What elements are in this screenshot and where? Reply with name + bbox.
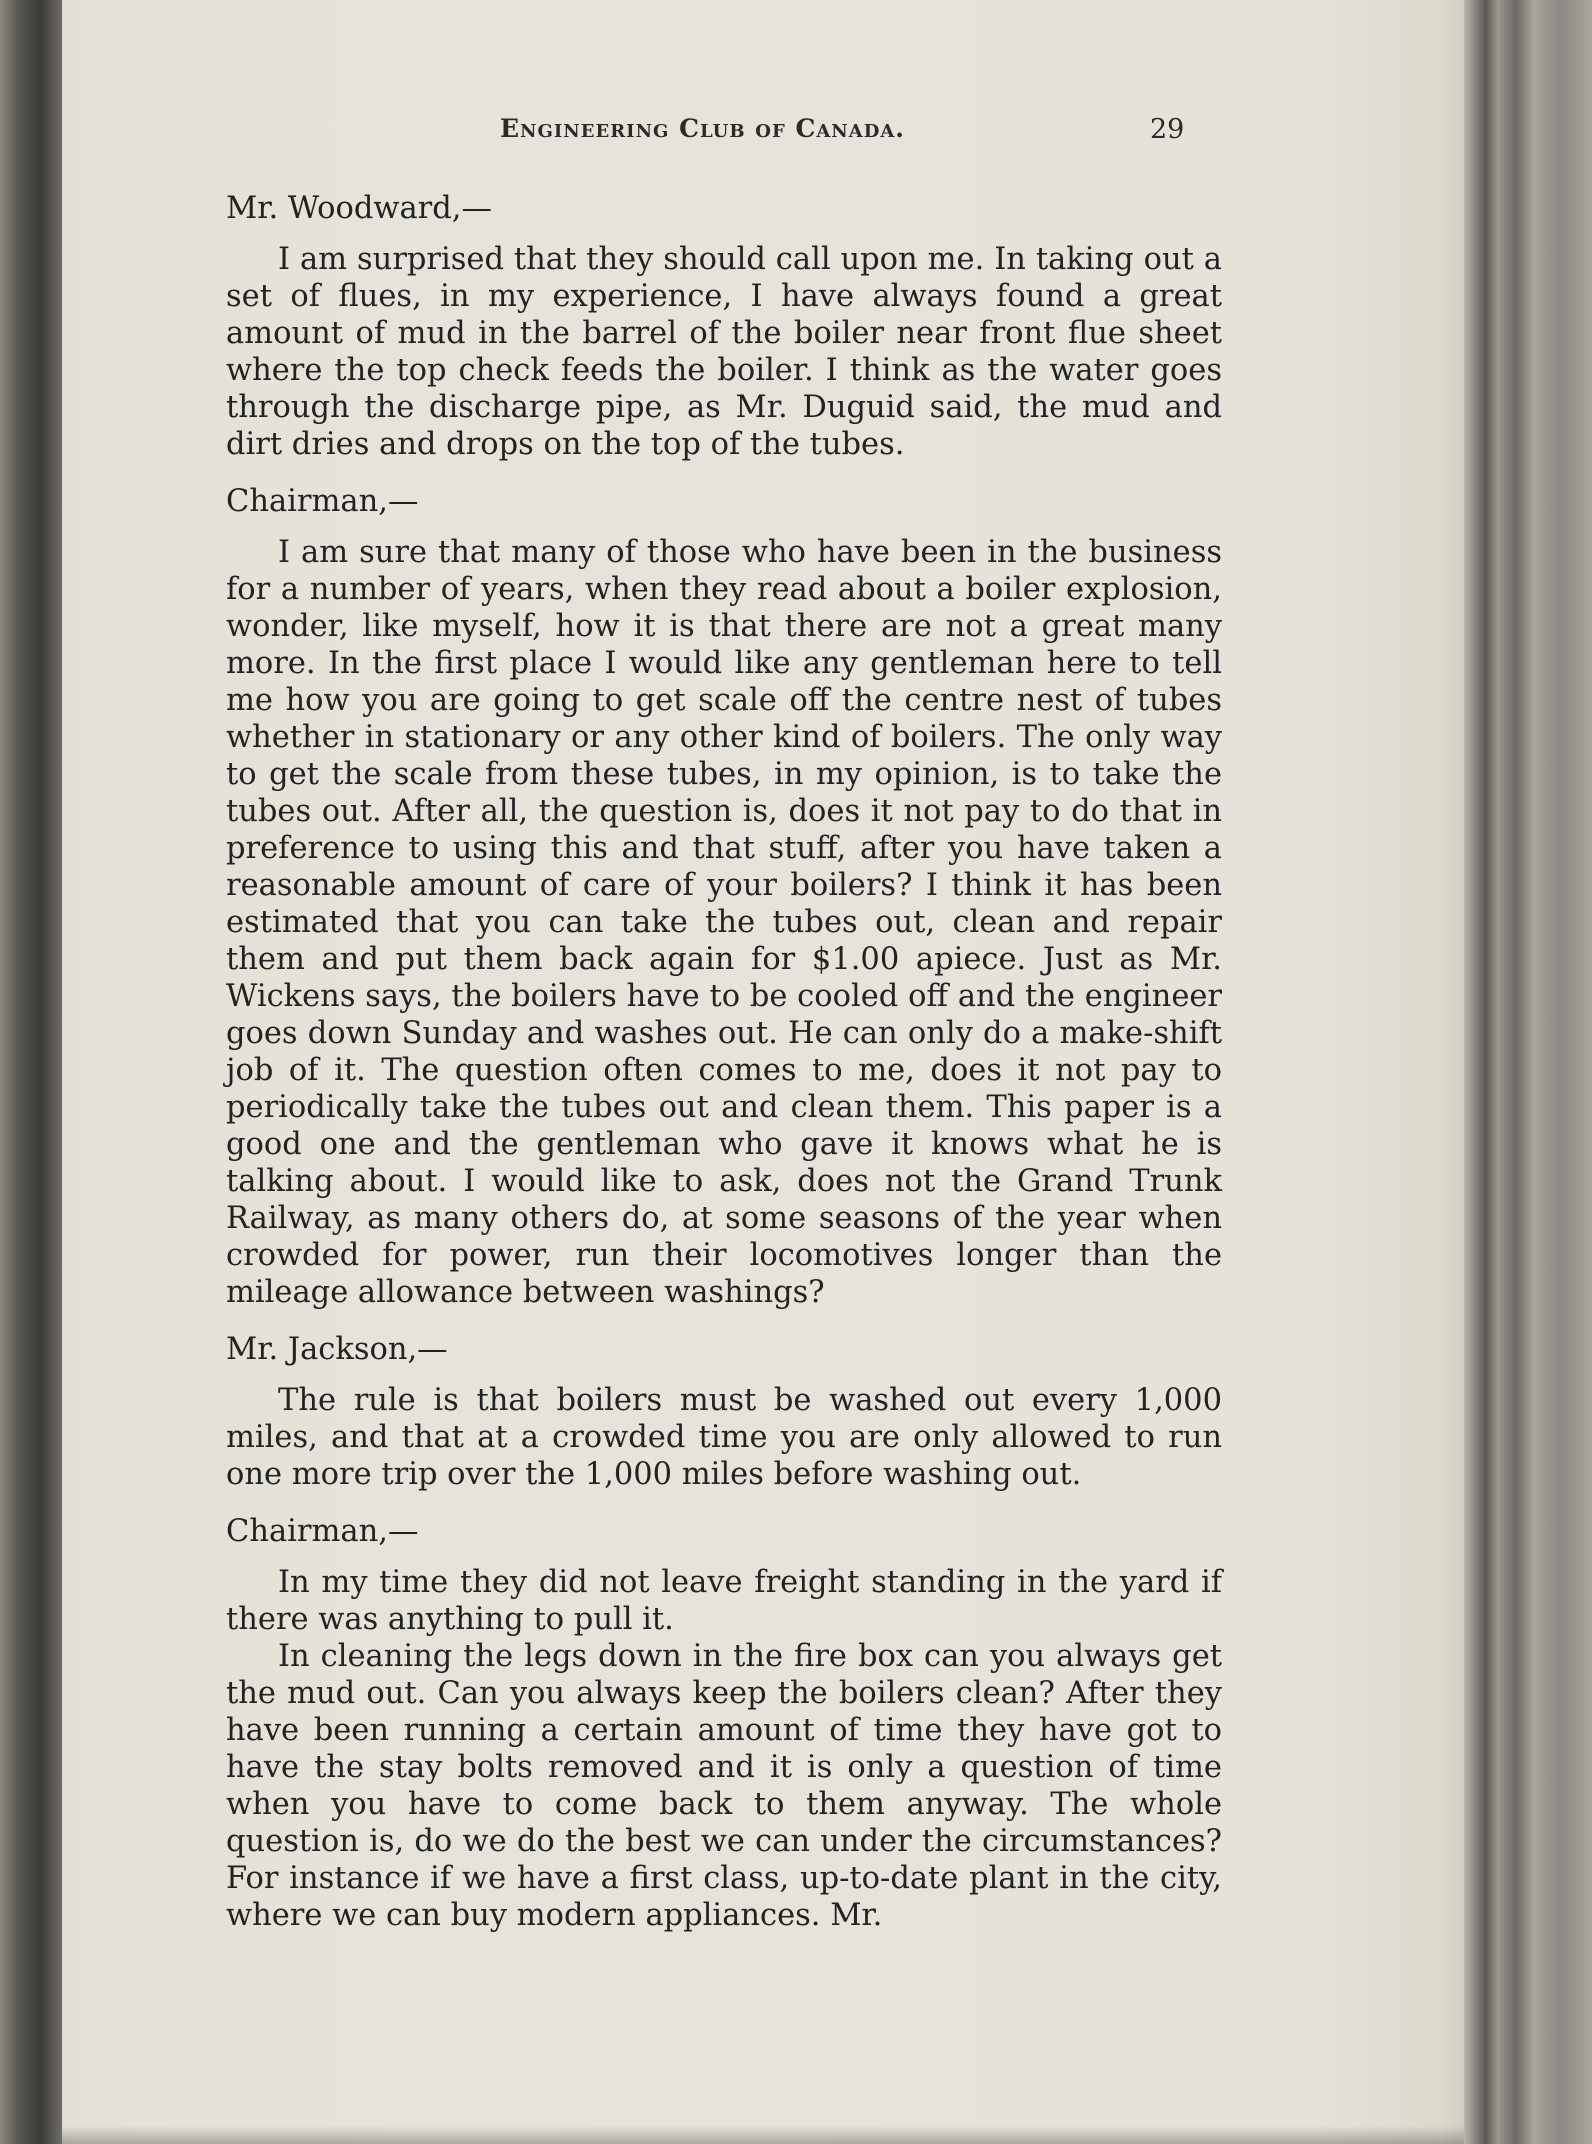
paragraph: I am surprised that they should call upon me. In taking out a set of flues, in my experience, I have always found a great amount of mud in the barrel of the boiler near front flue sheet where the top check feeds the boiler. I think as the water goes through the discharge pipe, as Mr. Duguid said, the mud and dirt dries and drops on the top of the tubes. <box>226 242 1222 462</box>
page-edges <box>1464 0 1592 2144</box>
speaker-label: Chairman,— <box>226 484 419 519</box>
speaker-label: Mr. Woodward,— <box>226 191 492 226</box>
speech-chairman-2 <box>226 1513 1222 1934</box>
book-gutter <box>0 0 62 2144</box>
paragraph: I am sure that many of those who have been in the business for a number of years, when they read about a boiler explosion, wonder, like myself, how it is that there are not a great many more. In the first place I would like any gentleman here to tell me how you are going to get scale off the centre nest of tubes whether in stationary or any other kind of boilers. The only way to get the scale from these tubes, in my opinion, is to take the tubes out. After all, the question is, does it not pay to do that in preference to using this and that stuff, after you have taken a reasonable amount of care of your boilers? I think it has been estimated that you can take the tubes out, clean and repair them and put them back again for $1.00 apiece. Just as Mr. Wickens says, the boilers have to be cooled off and the engineer goes down Sunday and washes out. He can only do a make-shift job of it. The question often comes to me, does it not pay to periodically take the tubes out and clean them. This paper is a good one and the gentleman who gave it knows what he is talking about. I would like to ask, does not the Grand Trunk Railway, as many others do, at some seasons of the year when crowded for power, run their locomotives longer than the mileage allowance between washings? <box>226 535 1222 1310</box>
body-text <box>226 190 1222 1934</box>
paragraph: In cleaning the legs down in the fire box can you always get the mud out. Can you always keep the boilers clean? After they have been running a certain amount of time they have got to have the stay bolts removed and it is only a question of time when you have to come back to them anyway. The whole question is, do we do the best we can under the circumstances? For instance if we have a first class, up-to-date plant in the city, where we can buy modern appliances. Mr. <box>226 1639 1222 1933</box>
page-bottom-shadow <box>62 2126 1464 2144</box>
speech-jackson <box>226 1331 1222 1493</box>
speech-chairman-1 <box>226 483 1222 1311</box>
speech-woodward <box>226 190 1222 463</box>
running-head: Engineering Club of Canada. <box>500 114 906 143</box>
paragraph: In my time they did not leave freight standing in the yard if there was anything to pull it. <box>226 1565 1222 1637</box>
paragraph: The rule is that boilers must be washed out every 1,000 miles, and that at a crowded time you are only allowed to run one more trip over the 1,000 miles before washing out. <box>226 1383 1222 1492</box>
speaker-label: Chairman,— <box>226 1514 419 1549</box>
page-number: 29 <box>1150 114 1185 145</box>
speaker-label: Mr. Jackson,— <box>226 1332 448 1367</box>
